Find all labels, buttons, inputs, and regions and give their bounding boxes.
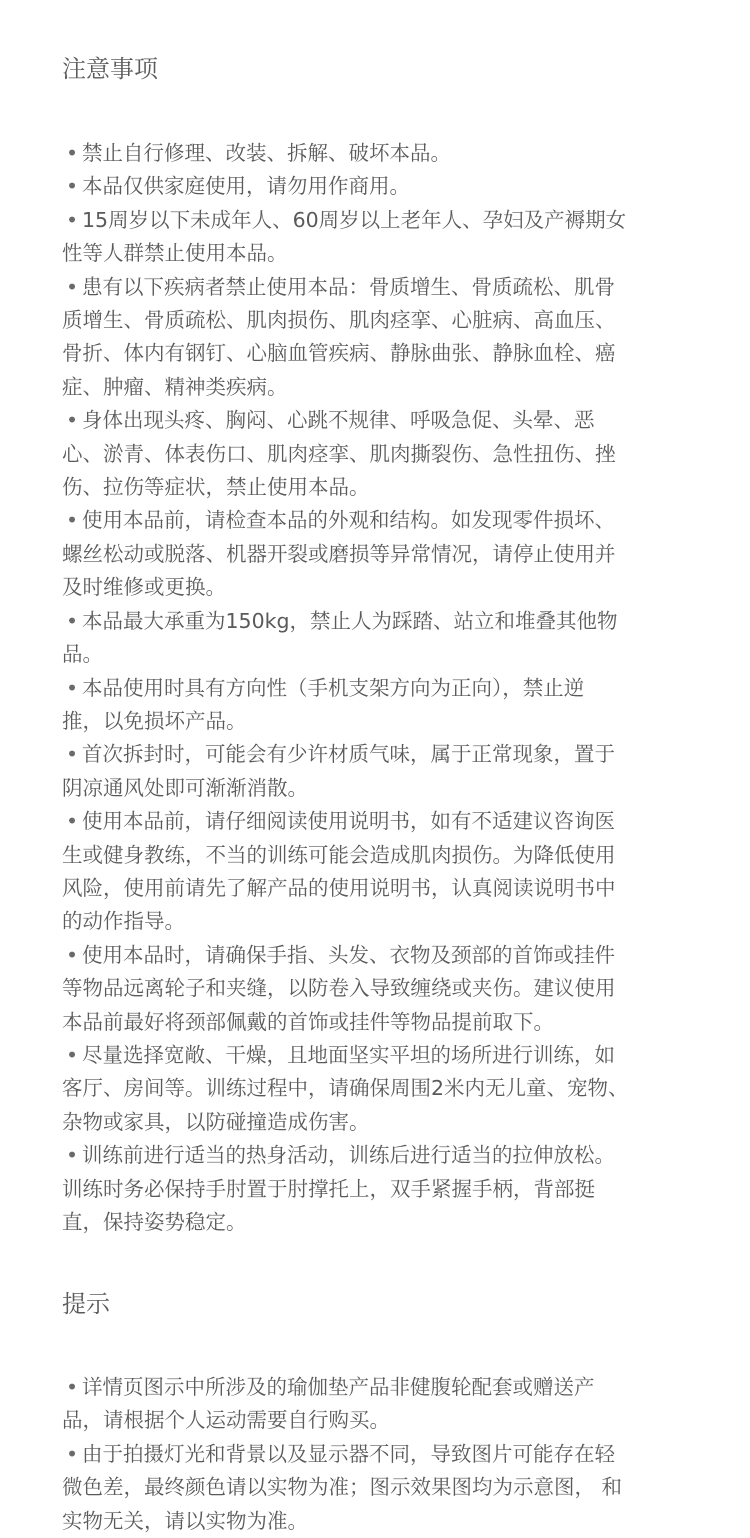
bullet-icon: • — [65, 1375, 79, 1399]
note-text: 尽量选择宽敞、干燥，且地面坚实平坦的场所进行训练，如 客厅、房间等。训练过程中，请确保周围2米内无儿童、宠物、 杂物或家具，以防碰撞造成伤害。 — [62, 1042, 629, 1134]
note-item — [62, 170, 702, 203]
tips-list — [62, 1371, 702, 1538]
bullet-icon: • — [65, 942, 79, 967]
bullet-icon: • — [65, 742, 79, 767]
tip-item — [62, 1371, 702, 1438]
note-item — [62, 605, 702, 672]
note-item — [62, 271, 702, 405]
bullet-icon: • — [65, 1042, 79, 1067]
note-item — [62, 805, 702, 939]
bullet-icon: • — [65, 675, 79, 700]
note-text: 身体出现头疼、胸闷、心跳不规律、呼吸急促、头晕、恶 心、淤青、体表伤口、肌肉痉挛、肌肉撕裂伤、急性扭伤、挫 伤、拉伤等症状，禁止使用本品。 — [62, 408, 616, 500]
bullet-icon: • — [65, 508, 79, 533]
note-text: 禁止自行修理、改装、拆解、破坏本品。 — [82, 141, 451, 165]
note-item — [62, 1039, 702, 1139]
note-item — [62, 672, 702, 739]
notes-section — [62, 53, 702, 1239]
tips-title: 提示 — [62, 1290, 110, 1318]
bullet-icon: • — [65, 207, 79, 232]
note-item — [62, 1139, 702, 1239]
bullet-icon: • — [65, 141, 79, 165]
note-text: 本品使用时具有方向性（手机支架方向为正向），禁止逆 推，以免损坏产品。 — [62, 675, 585, 733]
note-text: 使用本品前，请检查本品的外观和结构。如发现零件损坏、 螺丝松动或脱落、机器开裂或磨损等异常情况，请停止使用并 及时维修或更换。 — [62, 508, 616, 600]
note-item — [62, 939, 702, 1039]
note-item — [62, 404, 702, 504]
note-text: 15周岁以下未成年人、60周岁以上老年人、孕妇及产褥期女 性等人群禁止使用本品。 — [62, 207, 627, 266]
note-text: 训练前进行适当的热身活动，训练后进行适当的拉伸放松。 训练时务必保持手肘置于肘撑托上，双手紧握手柄，背部挺 直，保持姿势稳定。 — [62, 1143, 615, 1234]
notes-list — [62, 137, 702, 1239]
tips-section — [62, 1288, 702, 1538]
note-item — [62, 504, 702, 604]
bullet-icon: • — [65, 174, 79, 199]
bullet-icon: • — [65, 1441, 79, 1466]
bullet-icon: • — [65, 608, 79, 633]
note-item — [62, 204, 702, 271]
note-text: 本品仅供家庭使用，请勿用作商用。 — [82, 174, 410, 199]
bullet-icon: • — [65, 274, 79, 299]
note-item — [62, 137, 702, 170]
bullet-icon: • — [65, 1143, 79, 1168]
notes-title: 注意事项 — [62, 55, 158, 83]
bullet-icon: • — [65, 809, 79, 834]
bullet-icon: • — [65, 408, 79, 433]
tip-text: 详情页图示中所涉及的瑜伽垫产品非健腹轮配套或赠送产 品，请根据个人运动需要自行购买。 — [62, 1375, 595, 1433]
tip-text: 由于拍摄灯光和背景以及显示器不同，导致图片可能存在轻 微色差，最终颜色请以实物为准；图示效果图均为示意图， 和 实物无关，请以实物为准。 — [62, 1441, 623, 1533]
note-text: 使用本品时，请确保手指、头发、衣物及颈部的首饰或挂件 等物品远离轮子和夹缝，以防卷入导致缠绕或夹伤。建议使用 本品前最好将颈部佩戴的首饰或挂件等物品提前取下。 — [62, 942, 616, 1034]
note-text: 本品最大承重为150kg，禁止人为踩踏、站立和堆叠其他物 品。 — [62, 608, 618, 667]
note-text: 首次拆封时，可能会有少许材质气味，属于正常现象，置于 阴凉通风处即可渐渐消散。 — [62, 742, 615, 800]
tip-item — [62, 1438, 702, 1538]
note-item — [62, 738, 702, 805]
note-text: 使用本品前，请仔细阅读使用说明书，如有不适建议咨询医 生或健身教练，不当的训练可能会造成肌肉损伤。为降低使用 风险，使用前请先了解产品的使用说明书，认真阅读说明书中 的动作指导。 — [62, 809, 616, 934]
note-text: 患有以下疾病者禁止使用本品：骨质增生、骨质疏松、肌骨 质增生、骨质疏松、肌肉损伤、肌肉痉挛、心脏病、高血压、 骨折、体内有钢钉、心脑血管疾病、静脉曲张、静脉血栓、癌 症、肿瘤、精神类疾病。 — [62, 274, 616, 399]
